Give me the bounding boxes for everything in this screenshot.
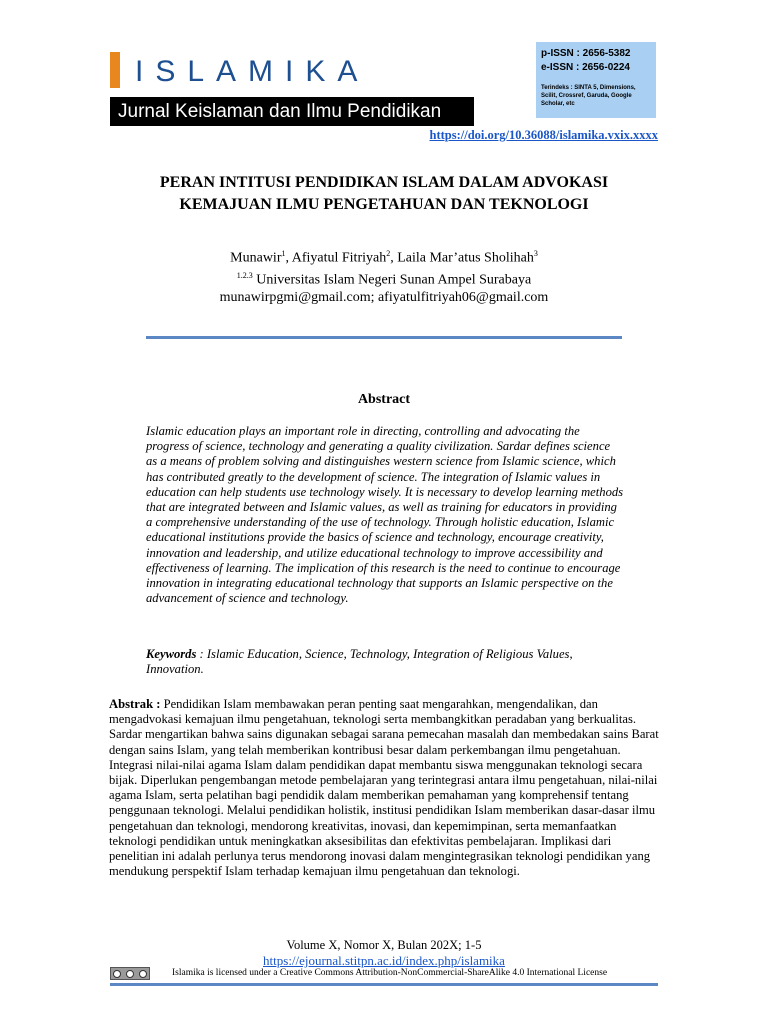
journal-logo: ISLAMIKA (135, 55, 370, 88)
journal-name: Jurnal Keislaman dan Ilmu Pendidikan (118, 101, 442, 122)
abstract-text: Islamic education plays an important role in directing, controlling and advocating the progress of science, technology and generating a quality civilization. Sardar defines science as a means of problem solving and distinguishes western science from Islamic science, which has contributed greatly to the development of science. The integration of Islamic values in education can help students use technology wisely. It is necessary to develop learning methods that are integrated between and Islamic values, as well as training for educators in providing a comprehensive understanding of the use of technology. Through holistic education, Islamic educational institutions provide the basics of science and technology, encourage creativity, innovation and leadership, and utilize educational technology to improve accessibility and effectiveness of learning. The implication of this research is the need to continue to encourage innovation in integrating educational technology that supports an Islamic perspective on the advancement of science and technology. (146, 424, 624, 606)
title-line-2: KEMAJUAN ILMU PENGETAHUAN DAN TEKNOLOGI (179, 196, 589, 213)
author-sup: 2 (386, 249, 391, 258)
abstrak-label: Abstrak : (109, 697, 161, 711)
author-name: Laila Mar’atus Sholihah (397, 250, 534, 266)
author-list: Munawir$^1$, Afiyatul Fitriyah$^2$, Laila Mar’atus Sholihah$^3$ (230, 249, 538, 266)
author-name: Afiyatul Fitriyah (291, 250, 387, 266)
author-sup: 3 (533, 249, 538, 258)
volume-info: Volume X, Nomor X, Bulan 202X; 1-5 (286, 938, 482, 952)
cc-license-icon[interactable] (110, 967, 150, 980)
affiliation-text: Universitas Islam Negeri Sunan Ampel Surabaya (256, 272, 532, 288)
indexing-note: Terindeks : SINTA 5, Dimensions, Scilit, Crossref, Garuda, Google Scholar, etc (541, 85, 636, 107)
by-icon (126, 970, 134, 978)
license-text: Islamika is licensed under a Creative Commons Attribution-NonCommercial-ShareAlike 4.0 International License (172, 968, 608, 978)
footer-divider (110, 983, 658, 986)
affiliation-sup: 1.2.3 (236, 271, 253, 280)
e-issn: e-ISSN : 2656-0224 (541, 62, 630, 73)
abstrak-text: Pendidikan Islam membawakan peran penting saat mengarahkan, mengendalikan, dan mengadvokasi kemajuan ilmu pengetahuan, teknologi serta membangkitkan peradaban yang berkualitas. Sardar mengartikan bahwa sains digunakan sebagai sarana pemecahan masalah dan membedakan sains Barat dengan sains Islam, yang telah memberikan kontribusi besar dalam perkembangan ilmu pengetahuan. Integrasi nilai-nilai agama Islam dalam pendidikan dapat membantu siswa menggunakan teknologi secara bijak. Diperlukan pengembangan metode pembelajaran yang terintegrasi antara ilmu pengetahuan, nilai-nilai agama Islam, serta pelatihan bagi pendidik dalam memberikan pemahaman yang komprehensif tentang penggunaan teknologi. Melalui pendidikan holistik, institusi pendidikan Islam memberikan dasar-dasar ilmu pengetahuan dan teknologi, mendorong kreativitas, inovasi, dan kepemimpinan, serta memanfaatkan teknologi pendidikan untuk meningkatkan aksesibilitas dan efektivitas pembelajaran. Implikasi dari penelitian ini adalah perlunya terus mendorong inovasi dalam mengintegrasikan teknologi pendidikan yang mendukung perspektif Islam terhadap kemajuan ilmu pengetahuan dan teknologi. (109, 697, 659, 879)
journal-url (100, 953, 668, 969)
p-issn: p-ISSN : 2656-5382 (541, 48, 631, 59)
journal-url-link[interactable]: https://ejournal.stitpn.ac.id/index.php/islamika (263, 953, 505, 968)
author-sup: 1 (281, 249, 286, 258)
keywords-label: Keywords (146, 647, 197, 661)
doi-link[interactable]: https://doi.org/10.36088/islamika.vxix.xxxx (429, 128, 658, 142)
author-emails: munawirpgmi@gmail.com; afiyatulfitriyah06@gmail.com (219, 290, 549, 305)
title-divider (146, 336, 622, 339)
author-name: Munawir (230, 250, 282, 266)
keywords (146, 647, 624, 677)
cc-icon (113, 970, 121, 978)
article-title (100, 172, 668, 216)
abstract-heading: Abstract (357, 392, 411, 407)
affiliation (100, 266, 668, 291)
keywords-text: : Islamic Education, Science, Technology, Integration of Religious Values, Innovation. (146, 647, 573, 677)
abstrak (109, 697, 659, 879)
nc-icon (139, 970, 147, 978)
logo-accent-bar (110, 52, 120, 88)
title-line-1: PERAN INTITUSI PENDIDIKAN ISLAM DALAM ADVOKASI (159, 174, 609, 191)
